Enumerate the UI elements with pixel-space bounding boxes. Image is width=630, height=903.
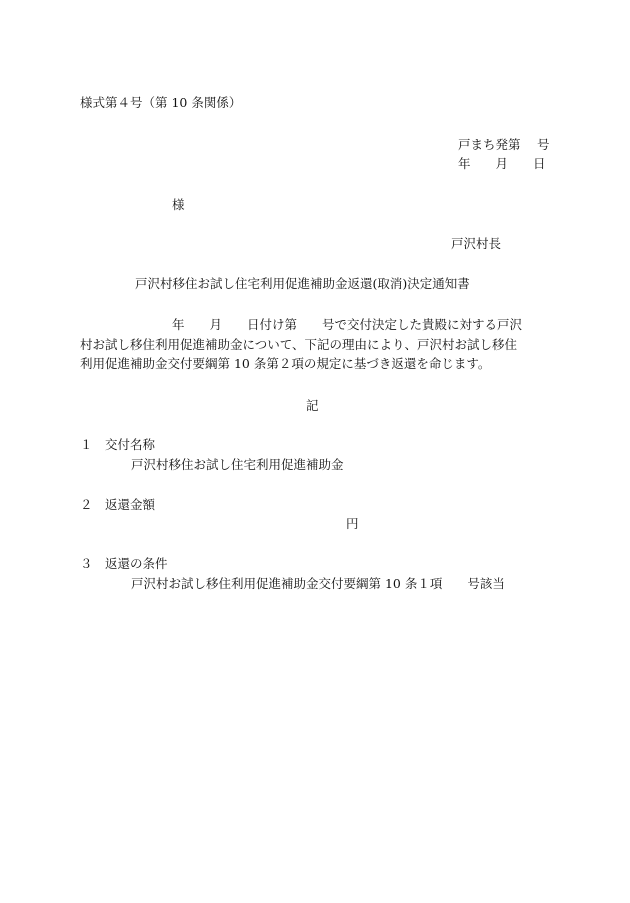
item-refund-amount-label: ２ 返還金額 — [80, 497, 156, 512]
body-line: 村お試し移住利用促進補助金について、下記の理由により、戸沢村お試し移住 — [80, 337, 518, 352]
document-number: 戸まち発第 号 — [458, 137, 550, 152]
document-date: 年 月 日 — [458, 156, 546, 171]
body-line: 利用促進補助金交付要綱第 10 条第２項の規定に基づき返還を命じます。 — [80, 356, 491, 371]
body-line: 年 月 日付け第 号で交付決定した貴殿に対する戸沢 — [172, 317, 523, 332]
form-number: 様式第４号（第 10 条関係） — [80, 95, 242, 110]
item-grant-name-label: １ 交付名称 — [80, 437, 156, 452]
ki-heading: 記 — [306, 398, 319, 413]
issuer-name: 戸沢村長 — [451, 236, 502, 251]
recipient-honorific: 様 — [172, 197, 185, 212]
item-refund-condition-value: 戸沢村お試し移住利用促進補助金交付要綱第 10 条１項 号該当 — [131, 576, 505, 591]
item-refund-condition-label: ３ 返還の条件 — [80, 556, 168, 571]
item-grant-name-value: 戸沢村移住お試し住宅利用促進補助金 — [131, 457, 344, 472]
document-title: 戸沢村移住お試し住宅利用促進補助金返還(取消)決定通知書 — [135, 276, 470, 291]
item-refund-amount-value: 円 — [346, 516, 359, 531]
